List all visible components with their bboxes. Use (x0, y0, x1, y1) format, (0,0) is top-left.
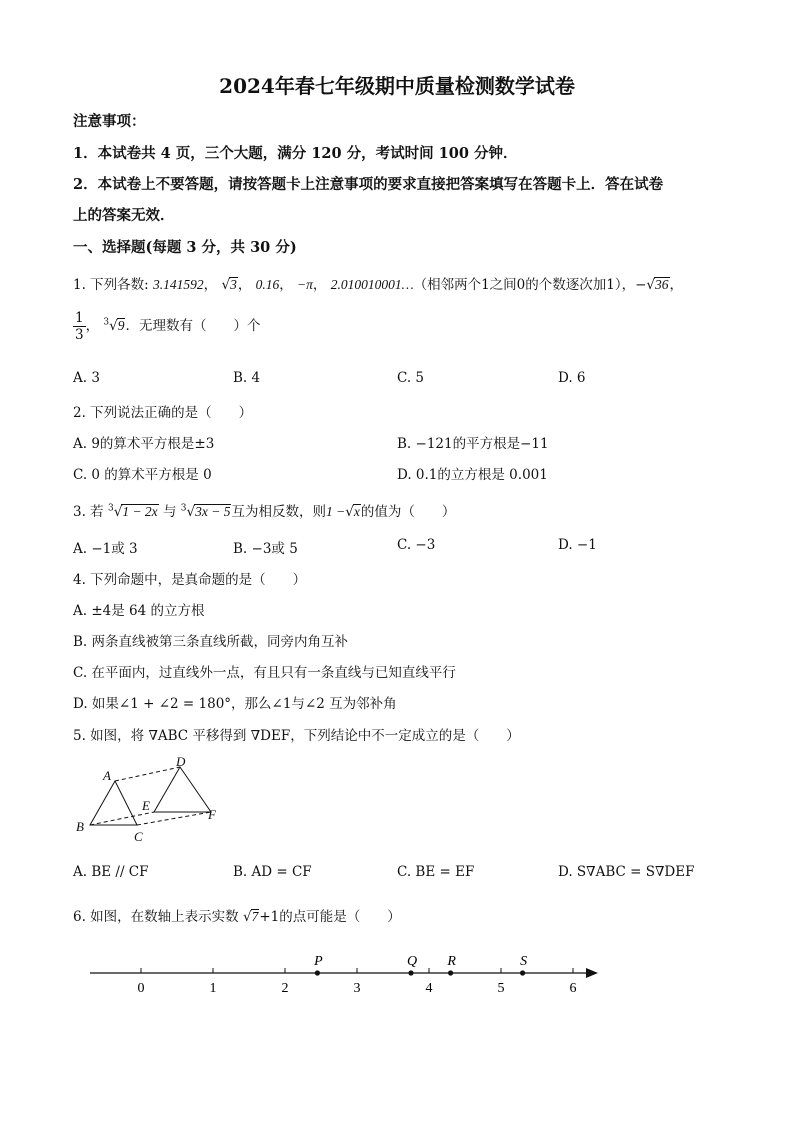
note-1: 1．本试卷共 4 页，三个大题，满分 120 分，考试时间 100 分钟． (73, 145, 518, 162)
q1-sqrt-3: √3 (221, 277, 237, 293)
q1-lead: 1. 下列各数: (73, 277, 149, 293)
q1-fraction: $\frac{1}{3}$ (75, 310, 84, 343)
notes-heading: 注意事项： (73, 113, 146, 130)
question-1-line2: $\frac{1}{3}$ ， $^3$√9．无理数有（ ）个 (75, 310, 261, 343)
q3-option-c: C. −3 (397, 537, 436, 553)
section-heading: 一、选择题(每题 3 分，共 30 分) (73, 239, 297, 256)
q1-number-4: −π (297, 277, 313, 292)
page-title: 2024年春七年级期中质量检测数学试卷 (219, 74, 575, 98)
q3-option-d: D. −1 (558, 537, 597, 553)
q3-option-a: A. −1或 3 (73, 541, 138, 557)
label-c: C (134, 829, 143, 844)
point-q (408, 970, 413, 975)
point-label-s: S (520, 954, 528, 969)
q2-option-d: D. 0.1的立方根是 0.001 (397, 467, 548, 483)
label-d: D (176, 754, 186, 769)
label-e: E (142, 798, 150, 813)
q5-option-b: B. AD = CF (233, 864, 312, 880)
question-4-stem: 4. 下列命题中，是真命题的是（ ） (73, 572, 307, 588)
triangle-abc (90, 781, 137, 825)
label-a: A (103, 768, 111, 783)
q2-option-b: B. −121的平方根是−11 (397, 436, 549, 452)
q5-option-a: A. BE // CF (73, 864, 149, 880)
q4-option-a: A. ±4是 64 的立方根 (73, 603, 205, 619)
tick-label-3: 3 (353, 981, 361, 996)
point-r (448, 970, 453, 975)
tick-label-2: 2 (281, 981, 289, 996)
q5-option-d: D. S∇ABC = S∇DEF (558, 864, 695, 880)
point-s (520, 970, 525, 975)
question-3-stem: 3. 若 $^3$√1 − 2x 与 $^3$√3x − 5互为相反数，则1 −√x的值为（ ） (73, 503, 456, 520)
label-b: B (76, 819, 84, 834)
q5-option-c: C. BE = EF (397, 864, 475, 880)
segment-cf (137, 812, 211, 825)
triangle-def (154, 767, 211, 812)
tick-label-0: 0 (137, 981, 145, 996)
question-1-line1: 1. 下列各数: 3.141592， √3， 0.16， −π， 2.010010001…（相邻两个1之间0的个数逐次加1），−√36， (73, 277, 684, 293)
segment-be (90, 812, 154, 825)
number-line (80, 948, 610, 998)
q1-number-5: 2.010010001… (330, 277, 414, 292)
q1-option-b: B. 4 (233, 370, 261, 386)
point-p (315, 970, 320, 975)
q4-option-d: D. 如果∠1 + ∠2 = 180°，那么∠1与∠2 互为邻补角 (73, 696, 397, 712)
q3-cube-root-2: $^3$√3x − 5 (180, 503, 231, 520)
q3-cube-root-1: $^3$√1 − 2x (107, 503, 158, 520)
q3-option-b: B. −3或 5 (233, 541, 298, 557)
question-2-stem: 2. 下列说法正确的是（ ） (73, 405, 253, 421)
q4-option-b: B. 两条直线被第三条直线所截，同旁内角互补 (73, 634, 349, 650)
point-label-q: Q (406, 954, 418, 969)
q4-option-c: C. 在平面内，过直线外一点，有且只有一条直线与已知直线平行 (73, 665, 456, 681)
q2-option-c: C. 0 的算术平方根是 0 (73, 467, 212, 483)
segment-ad (115, 767, 180, 781)
q1-paren-note: （相邻两个1之间0的个数逐次加1）， (413, 277, 636, 293)
point-label-r: R (447, 954, 456, 969)
q1-cube-root-9: $^3$√9 (103, 317, 125, 334)
note-2-line2: 上的答案无效． (73, 207, 175, 224)
q1-option-c: C. 5 (397, 370, 425, 386)
tick-label-5: 5 (497, 981, 505, 996)
note-2-line1: 2．本试卷上不要答题，请按答题卡上注意事项的要求直接把答案填写在答题卡上．答在试卷 (73, 176, 664, 193)
question-5-stem: 5. 如图，将 ∇ABC 平移得到 ∇DEF，下列结论中不一定成立的是（ ） (73, 728, 520, 744)
triangle-translation-figure (70, 752, 230, 847)
label-f: F (208, 807, 216, 822)
tick-label-4: 4 (425, 981, 433, 996)
q2-option-a: A. 9的算术平方根是±3 (73, 436, 215, 452)
q1-number-3: 0.16 (255, 277, 280, 292)
q3-sqrt-x: √x (345, 504, 360, 520)
tick-label-1: 1 (209, 981, 217, 996)
q1-tail: ．无理数有（ ）个 (125, 318, 261, 334)
q1-neg-sqrt-36: −√36 (635, 277, 669, 293)
number-line-arrow (586, 968, 598, 978)
q1-option-a: A. 3 (73, 370, 100, 386)
tick-label-6: 6 (569, 981, 577, 996)
q6-sqrt-7: √7 (242, 909, 259, 925)
q1-number-1: 3.141592 (153, 277, 204, 292)
point-label-p: P (314, 954, 323, 969)
q1-option-d: D. 6 (558, 370, 586, 386)
question-6-stem: 6. 如图，在数轴上表示实数 √7+1的点可能是（ ） (73, 909, 401, 925)
